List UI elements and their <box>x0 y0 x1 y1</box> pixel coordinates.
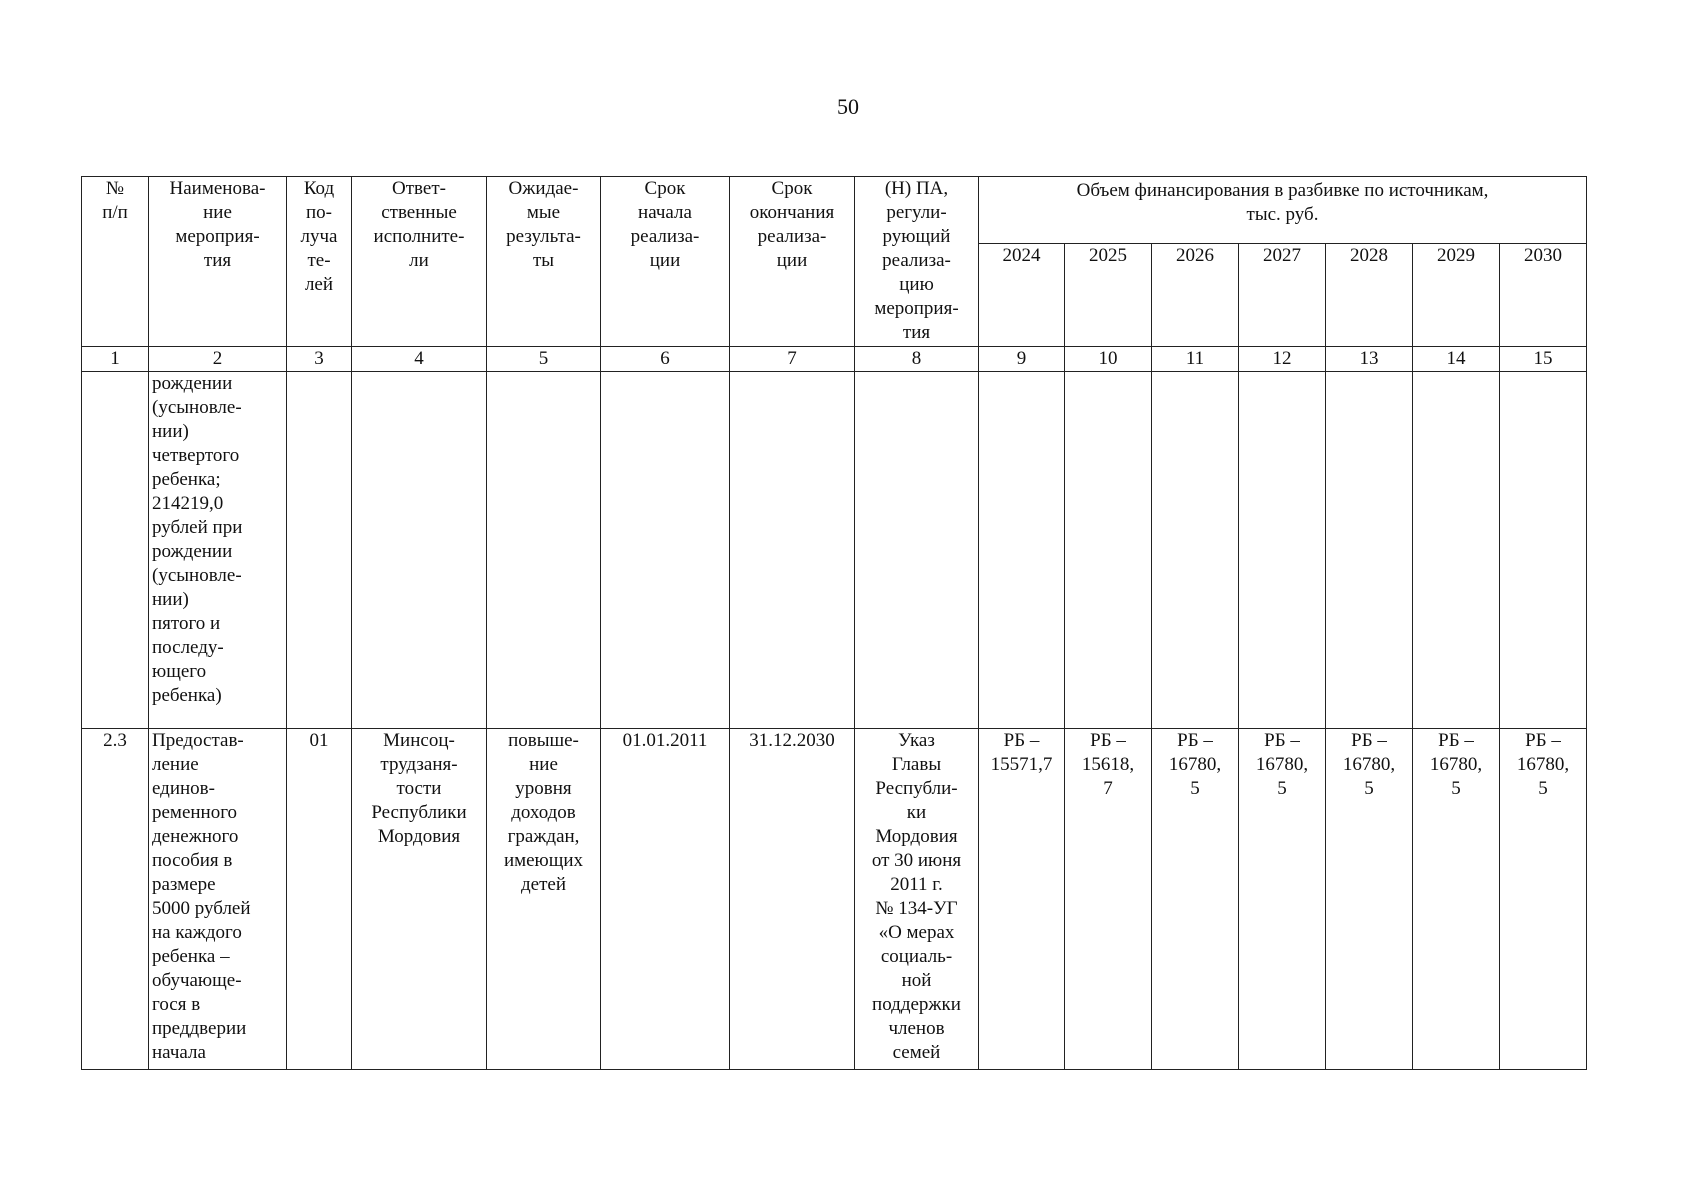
cell-code <box>287 372 352 729</box>
cell-start <box>601 372 730 729</box>
header-npa: (Н) ПА, регули- рующий реализа- цию мероприя- тия <box>855 177 979 347</box>
column-number: 4 <box>352 347 487 372</box>
header-results: Ожидае- мые результа- ты <box>487 177 601 347</box>
cell-funding <box>979 372 1065 729</box>
column-number: 2 <box>149 347 287 372</box>
header-year: 2026 <box>1152 244 1239 347</box>
cell-code: 01 <box>287 729 352 1070</box>
column-number: 3 <box>287 347 352 372</box>
cell-funding <box>1065 372 1152 729</box>
cell-funding: РБ – 16780, 5 <box>1413 729 1500 1070</box>
column-numbers-row <box>82 347 1587 372</box>
cell-npa: Указ Главы Республи- ки Мордовия от 30 июня 2011 г. № 134-УГ «О мерах социаль- ной поддержки членов семей <box>855 729 979 1070</box>
column-number: 15 <box>1500 347 1587 372</box>
header-end: Срок окончания реализа- ции <box>730 177 855 347</box>
page-number: 50 <box>837 94 859 119</box>
cell-funding <box>1239 372 1326 729</box>
cell-funding: РБ – 16780, 5 <box>1239 729 1326 1070</box>
cell-funding <box>1500 372 1587 729</box>
header-year: 2028 <box>1326 244 1413 347</box>
header-year: 2030 <box>1500 244 1587 347</box>
header-funding: Объем финансирования в разбивке по источникам, тыс. руб. <box>979 177 1587 244</box>
cell-funding <box>1152 372 1239 729</box>
cell-executors <box>352 372 487 729</box>
header-num: № п/п <box>82 177 149 347</box>
header-year: 2027 <box>1239 244 1326 347</box>
cell-num <box>82 372 149 729</box>
header-executors: Ответ- ственные исполните- ли <box>352 177 487 347</box>
cell-start: 01.01.2011 <box>601 729 730 1070</box>
column-number: 7 <box>730 347 855 372</box>
column-number: 13 <box>1326 347 1413 372</box>
header-name: Наименова- ние мероприя- тия <box>149 177 287 347</box>
column-number: 8 <box>855 347 979 372</box>
cell-npa <box>855 372 979 729</box>
cell-funding <box>1326 372 1413 729</box>
cell-end: 31.12.2030 <box>730 729 855 1070</box>
header-code: Код по- луча те- лей <box>287 177 352 347</box>
cell-funding: РБ – 16780, 5 <box>1500 729 1587 1070</box>
header-year: 2029 <box>1413 244 1500 347</box>
table-row <box>82 372 1587 729</box>
column-number: 10 <box>1065 347 1152 372</box>
header-row-1 <box>82 177 1587 244</box>
column-number: 9 <box>979 347 1065 372</box>
cell-executors: Минсоц- трудзаня- тости Республики Мордовия <box>352 729 487 1070</box>
cell-results: повыше- ние уровня доходов граждан, имеющих детей <box>487 729 601 1070</box>
column-number: 6 <box>601 347 730 372</box>
header-year: 2024 <box>979 244 1065 347</box>
cell-funding: РБ – 16780, 5 <box>1152 729 1239 1070</box>
cell-name: рождении (усыновле- нии) четвертого ребенка; 214219,0 рублей при рождении (усыновле- нии) пятого и последу- ющего ребенка) <box>149 372 287 729</box>
financing-table <box>81 176 1587 1070</box>
cell-funding: РБ – 15618, 7 <box>1065 729 1152 1070</box>
column-number: 12 <box>1239 347 1326 372</box>
table-row <box>82 729 1587 1070</box>
cell-num: 2.3 <box>82 729 149 1070</box>
cell-funding: РБ – 15571,7 <box>979 729 1065 1070</box>
column-number: 11 <box>1152 347 1239 372</box>
header-year: 2025 <box>1065 244 1152 347</box>
cell-name: Предостав- ление единов- ременного денежного пособия в размере 5000 рублей на каждого ребенка – обучающе- гося в преддверии начала <box>149 729 287 1070</box>
cell-funding <box>1413 372 1500 729</box>
cell-funding: РБ – 16780, 5 <box>1326 729 1413 1070</box>
header-start: Срок начала реализа- ции <box>601 177 730 347</box>
cell-results <box>487 372 601 729</box>
cell-end <box>730 372 855 729</box>
column-number: 1 <box>82 347 149 372</box>
column-number: 14 <box>1413 347 1500 372</box>
column-number: 5 <box>487 347 601 372</box>
